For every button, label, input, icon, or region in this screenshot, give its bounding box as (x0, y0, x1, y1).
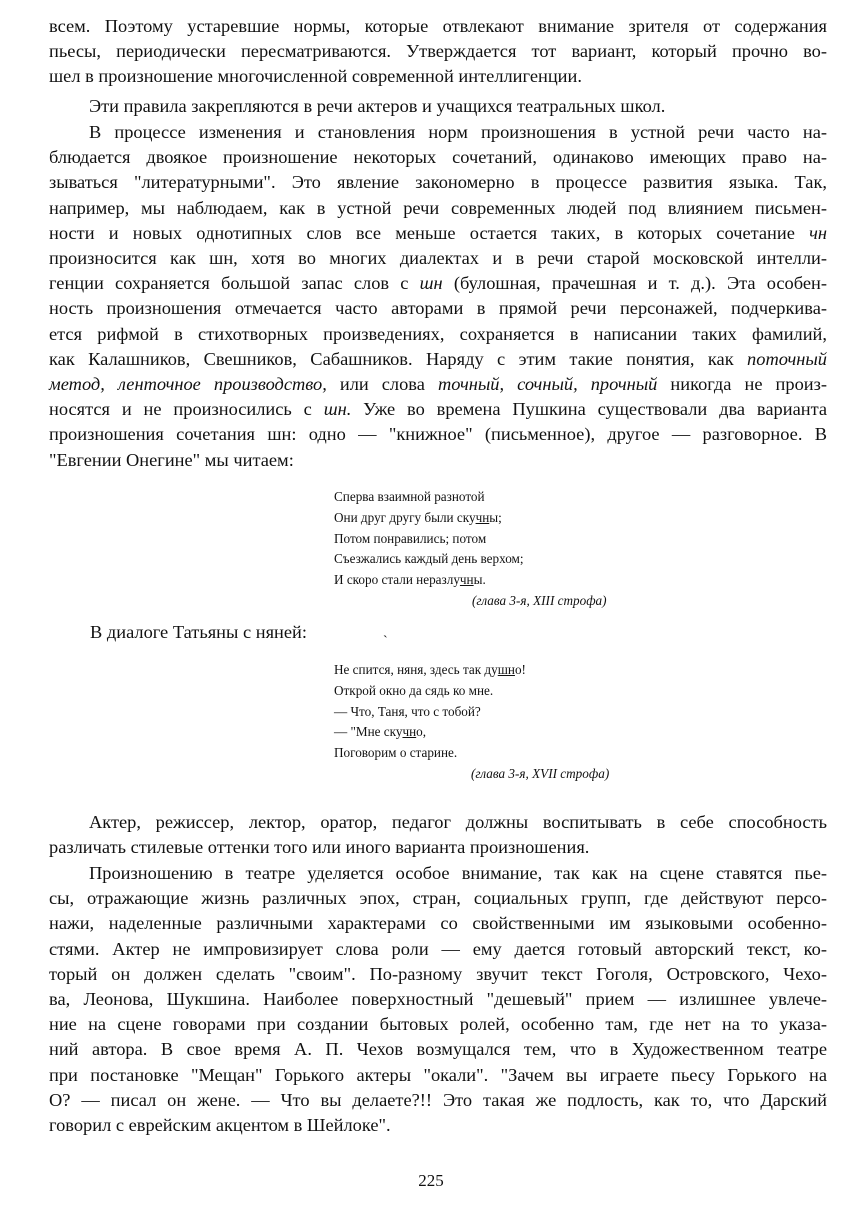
text-line: произносится как шн, хотя во многих диалектах и в речи старой московской интелли- (49, 248, 827, 269)
text-line: О? — писал он жене. — Что вы делаете?!! Это такая же подлость, как то, что Дарский (49, 1089, 827, 1110)
verse-line: Они друг другу были скучны; (334, 509, 502, 525)
text-line: носятся и не произносились с шн. Уже во времена Пушкина существовали два варианта (49, 399, 828, 420)
italic-term: метод, ленточное производство, (49, 374, 327, 395)
text-line: пьесы, периодически пересматриваются. Утверждается тот вариант, который прочно во- (49, 41, 827, 62)
text-line: метод, ленточное производство, или слова точный, сочный, прочный никогда не произ- (49, 374, 827, 395)
page-number: 225 (418, 1171, 444, 1190)
paragraph-process (49, 120, 827, 473)
text-line: ний автора. В свое время А. П. Чехов возмущался тем, что в Художественном театре (49, 1039, 827, 1060)
text-line: ность произношения отмечается часто авторами в прямой речи персонажей, подчеркива- (49, 298, 827, 319)
text-line: всем. Поэтому устаревшие нормы, которые отвлекают внимание зрителя от содержания (49, 16, 827, 36)
text-line: ние на сцене говорами при создании бытовых ролей, особенно там, где нет на то указа- (49, 1014, 827, 1035)
text-line: зываться "литературными". Это явление закономерно в процессе развития языка. Так, (49, 172, 827, 193)
paragraph-theatre (49, 861, 827, 1138)
text-line: Произношению в театре уделяется особое внимание, так как на сцене ставятся пье- (89, 863, 827, 883)
paragraph-top (49, 14, 827, 90)
text-line: Актер, режиссер, лектор, оратор, педагог должны воспитывать в себе способность (89, 812, 827, 832)
text-line: ва, Леонова, Шукшина. Наиболее поверхностный "дешевый" прием — излишнее увлече- (49, 989, 827, 1010)
underlined-syllable: чн (459, 572, 474, 588)
verse-source: (глава 3-я, XVII строфа) (471, 765, 610, 781)
verse-line: Потом понравились; потом (334, 530, 487, 546)
text-line: произношения сочетания шн: одно — "книжное" (письменное), другое — разговорное. В (49, 424, 827, 445)
italic-term: поточный (747, 348, 827, 369)
text-line: как Калашников, Свешников, Сабашников. Наряду с этим такие понятия, как поточный (49, 348, 827, 369)
verse-line: — Что, Таня, что с тобой? (334, 703, 481, 719)
italic-term: чн (809, 222, 827, 243)
text-line: В процессе изменения и становления норм произношения в устной речи часто на- (89, 122, 827, 142)
verse-line: Сперва взаимной разнотой (334, 489, 485, 504)
text-line: нажи, наделенные различными характерами со свойственными им языковыми особенно- (49, 913, 827, 934)
text-line: различать стилевые оттенки того или иного варианта произношения. (49, 837, 590, 858)
stray-mark: ˴ (383, 628, 388, 643)
verse-line: И скоро стали неразлучны. (334, 572, 486, 588)
verse-quote-2 (334, 660, 609, 785)
italic-term: шн. (323, 399, 352, 420)
text-line: генции сохраняется большой запас слов с шн (булошная, прачешная и т. д.). Эта особен- (49, 273, 827, 294)
text-line: говорил с еврейским акцентом в Шейлоке". (49, 1115, 391, 1136)
verse-source: (глава 3-я, XIII строфа) (472, 592, 607, 608)
paragraph-rules (49, 94, 827, 119)
verse-line: — "Мне скучно, (334, 724, 427, 740)
verse-line: Поговорим о старине. (334, 745, 458, 761)
underlined-syllable: чн (402, 724, 417, 740)
dialog-intro: В диалоге Татьяны с няней: (90, 622, 307, 642)
text-line: торый он должен сделать "своим". По-разному звучит текст Гоголя, Островского, Чехо- (49, 963, 827, 984)
italic-term: шн (419, 273, 443, 294)
italic-term: точный, сочный, прочный (437, 374, 658, 395)
text-line: ности и новых однотипных слов все меньше остается таких, в которых сочетание чн (49, 222, 827, 243)
verse-quote-1 (334, 487, 607, 612)
text-line: "Евгении Онегине" мы читаем: (49, 449, 294, 470)
text-line: шел в произношение многочисленной современной интеллигенции. (49, 66, 582, 87)
underlined-syllable: шн (497, 662, 515, 677)
text-line: Эти правила закрепляются в речи актеров и учащихся театральных школ. (89, 96, 666, 116)
text-line: ется рифмой в стихотворных произведениях, сохраняется в написании таких фамилий, (49, 323, 827, 344)
verse-line: Открой окно да сядь ко мне. (334, 682, 494, 698)
text-line: блюдается двоякое произношение некоторых сочетаний, одинаково имеющих право на- (49, 147, 827, 168)
verse-line: Съезжались каждый день верхом; (334, 551, 524, 567)
text-line: при постановке "Мещан" Горького актеры "окали". "Зачем вы играете пьесу Горького на (49, 1064, 827, 1085)
text-line: например, мы наблюдаем, как в устной речи современных людей под влиянием письмен- (49, 197, 827, 218)
paragraph-actor (49, 810, 827, 860)
text-line: сы, отражающие жизнь различных эпох, стран, социальных групп, где действуют персо- (49, 888, 827, 909)
verse-line: Не спится, няня, здесь так душно! (334, 662, 526, 677)
text-line: стями. Актер не импровизирует слова роли — ему дается готовый авторский текст, ко- (49, 938, 827, 959)
underlined-syllable: чн (475, 509, 490, 525)
